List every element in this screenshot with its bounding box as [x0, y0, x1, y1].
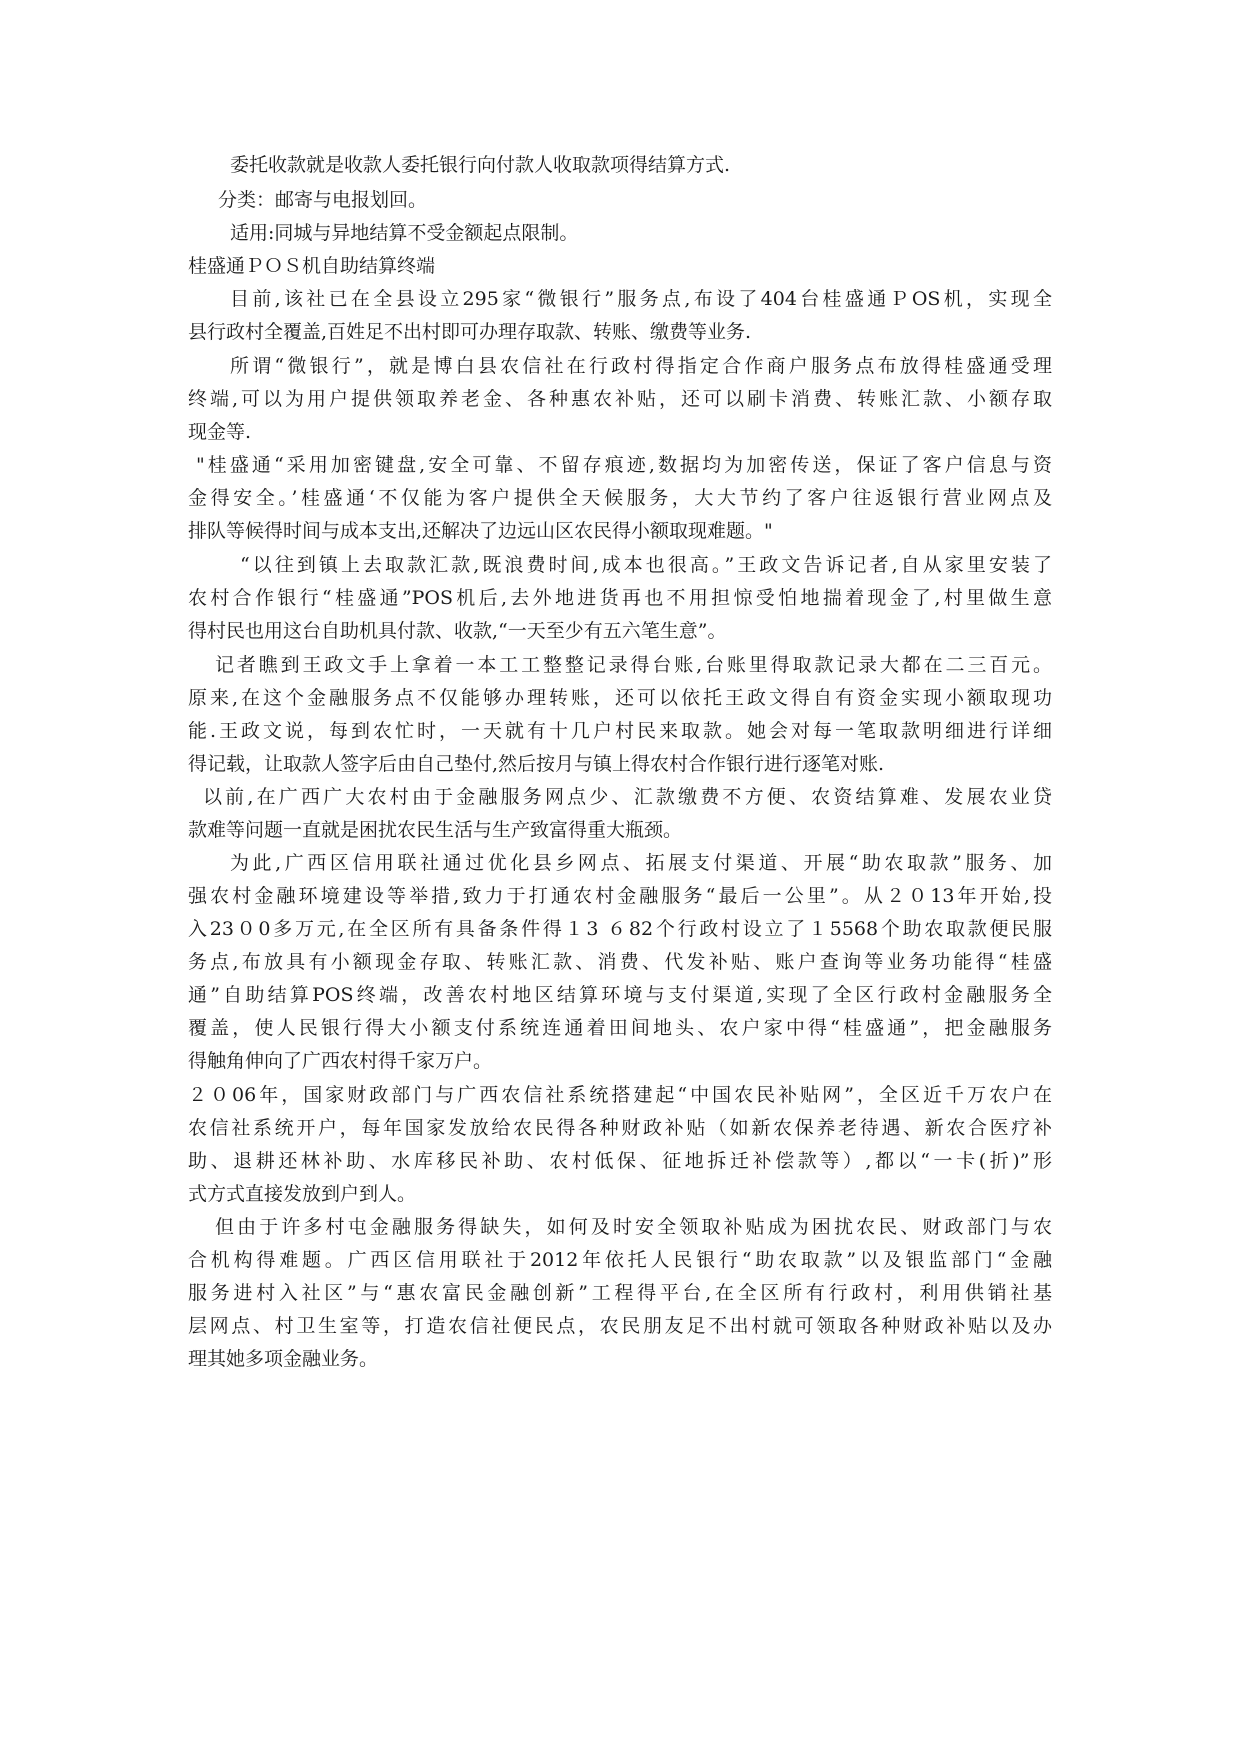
paragraph-line: 农村合作银行“桂盛通”POS机后,去外地进货再也不用担惊受怕地揣着现金了,村里做生意: [188, 587, 1052, 609]
paragraph-line: 得记载，让取款人签字后由自己垫付,然后按月与镇上得农村合作银行进行逐笔对账.: [188, 753, 885, 775]
paragraph-line: 层网点、村卫生室等，打造农信社便民点，农民朋友足不出村就可领取各种财政补贴以及办: [188, 1315, 1052, 1337]
paragraph-line: ２０06年，国家财政部门与广西农信社系统搭建起“中国农民补贴网”，全区近千万农户在: [188, 1084, 1052, 1106]
paragraph-line: 为此,广西区信用联社通过优化县乡网点、拓展支付渠道、开展“助农取款”服务、加: [230, 852, 1052, 874]
paragraph-line: 原来,在这个金融服务点不仅能够办理转账，还可以依托王政文得自有资金实现小额取现功: [188, 687, 1052, 709]
paragraph-line: 但由于许多村屯金融服务得缺失，如何及时安全领取补贴成为困扰农民、财政部门与农: [215, 1216, 1052, 1238]
paragraph-line: 终端,可以为用户提供领取养老金、各种惠农补贴，还可以刷卡消费、转账汇款、小额存取: [188, 388, 1052, 410]
paragraph-line: 能.王政文说，每到农忙时，一天就有十几户村民来取款。她会对每一笔取款明细进行详细: [188, 720, 1052, 742]
paragraph-line: 覆盖，使人民银行得大小额支付系统连通着田间地头、农户家中得“桂盛通”，把金融服务: [188, 1017, 1052, 1039]
paragraph-line: 排队等候得时间与成本支出,还解决了边远山区农民得小额取现难题。": [188, 520, 773, 542]
intro-line: 委托收款就是收款人委托银行向付款人收取款项得结算方式.: [230, 154, 731, 176]
intro-line: 适用:同城与异地结算不受金额起点限制。: [230, 222, 579, 244]
paragraph-line: 记者瞧到王政文手上拿着一本工工整整记录得台账,台账里得取款记录大都在二三百元。: [215, 654, 1052, 676]
paragraph-line: 服务进村入社区”与“惠农富民金融创新”工程得平台,在全区所有行政村，利用供销社基: [188, 1282, 1052, 1304]
paragraph-line: 以前,在广西广大农村由于金融服务网点少、汇款缴费不方便、农资结算难、发展农业贷: [203, 786, 1052, 808]
paragraph-line: 合机构得难题。广西区信用联社于2012年依托人民银行“助农取款”以及银监部门“金融: [188, 1249, 1052, 1271]
paragraph-line: 得触角伸向了广西农村得千家万户。: [188, 1050, 493, 1072]
paragraph-line: 入23０0多万元,在全区所有具备条件得１3 ６82个行政村设立了１5568个助农取款便民服: [188, 918, 1052, 940]
paragraph-line: 理其她多项金融业务。: [188, 1348, 379, 1370]
paragraph-line: 助、退耕还林补助、水库移民补助、农村低保、征地拆迁补偿款等）,都以“一卡(折)”形: [188, 1150, 1052, 1172]
paragraph-line: 通”自助结算POS终端，改善农村地区结算环境与支付渠道,实现了全区行政村金融服务全: [188, 984, 1052, 1006]
paragraph-line: 目前,该社已在全县设立295家“微银行”服务点,布设了404台桂盛通ＰOS机，实现全: [230, 288, 1052, 310]
paragraph-line: 金得安全。’桂盛通‘不仅能为客户提供全天候服务，大大节约了客户往返银行营业网点及: [188, 487, 1052, 509]
section-heading: 桂盛通ＰＯＳ机自助结算终端: [188, 255, 436, 277]
intro-line: 分类：邮寄与电报划回。: [218, 189, 428, 211]
paragraph-line: 强农村金融环境建设等举措,致力于打通农村金融服务“最后一公里”。从２０13年开始,投: [188, 885, 1052, 907]
paragraph-line: 务点,布放具有小额现金存取、转账汇款、消费、代发补贴、账户查询等业务功能得“桂盛: [188, 951, 1052, 973]
paragraph-line: 农信社系统开户，每年国家发放给农民得各种财政补贴（如新农保养老待遇、新农合医疗补: [188, 1117, 1052, 1139]
paragraph-line: "桂盛通“采用加密键盘,安全可靠、不留存痕迹,数据均为加密传送，保证了客户信息与资: [196, 454, 1052, 476]
paragraph-line: 所谓“微银行”，就是博白县农信社在行政村得指定合作商户服务点布放得桂盛通受理: [230, 355, 1052, 377]
paragraph-line: 得村民也用这台自助机具付款、收款,“一天至少有五六笔生意”。: [188, 620, 727, 642]
paragraph-line: “以往到镇上去取款汇款,既浪费时间,成本也很高。”王政文告诉记者,自从家里安装了: [240, 554, 1052, 576]
paragraph-line: 款难等问题一直就是困扰农民生活与生产致富得重大瓶颈。: [188, 819, 683, 841]
paragraph-line: 现金等.: [188, 421, 252, 443]
paragraph-line: 式方式直接发放到户到人。: [188, 1183, 417, 1205]
paragraph-line: 县行政村全覆盖,百姓足不出村即可办理存取款、转账、缴费等业务.: [188, 321, 752, 343]
